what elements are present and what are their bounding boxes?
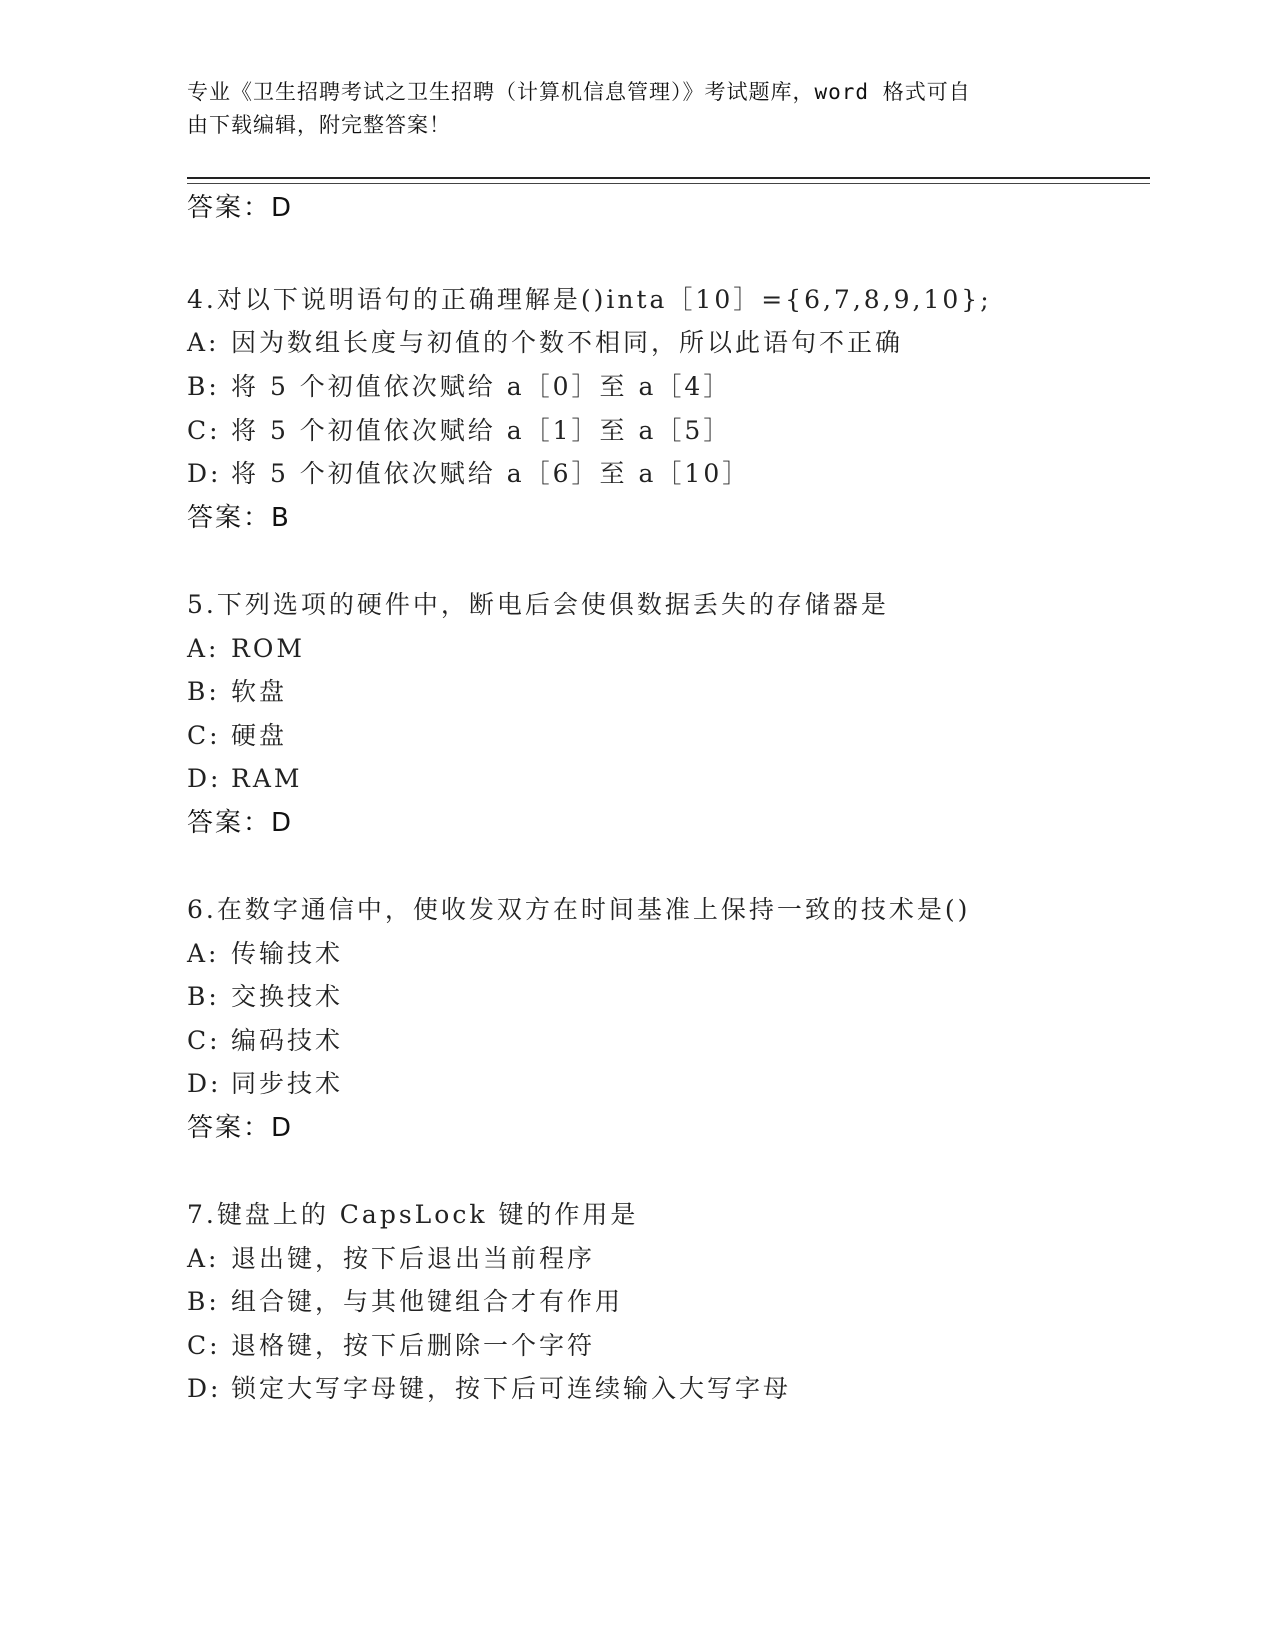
question-4-option-b	[187, 370, 731, 404]
option-text: 因为数组长度与初值的个数不相同，所以此语句不正确	[231, 328, 904, 357]
option-key: B:	[187, 1287, 220, 1316]
question-4-option-d	[187, 457, 750, 491]
question-6-option-b	[187, 980, 343, 1014]
header-divider-thin	[187, 183, 1150, 184]
option-key: C:	[187, 1026, 221, 1055]
option-text: 退格键，按下后删除一个字符	[231, 1331, 596, 1360]
option-key: B:	[187, 372, 220, 401]
question-5-stem: 5.下列选项的硬件中，断电后会使俱数据丢失的存储器是	[187, 590, 889, 619]
option-text: 退出键，按下后退出当前程序	[231, 1244, 596, 1273]
option-key: A:	[187, 634, 220, 663]
option-key: D:	[187, 1069, 222, 1098]
question-7-option-d	[187, 1372, 791, 1406]
option-key: D:	[187, 459, 222, 488]
answer-top: 答案：D	[187, 193, 294, 223]
option-text: 将 5 个初值依次赋给 a［0］至 a［4］	[231, 372, 732, 401]
option-text: 软盘	[231, 677, 288, 706]
question-4-option-a	[187, 326, 903, 360]
question-6-stem: 6.在数字通信中，使收发双方在时间基准上保持一致的技术是()	[187, 895, 971, 924]
option-text: 编码技术	[231, 1026, 344, 1055]
question-5-option-d	[187, 762, 302, 796]
option-text: 将 5 个初值依次赋给 a［6］至 a［10］	[231, 459, 751, 488]
option-key: B:	[187, 982, 220, 1011]
option-text: 交换技术	[231, 982, 344, 1011]
option-key: A:	[187, 1244, 220, 1273]
question-4-option-c	[187, 414, 731, 448]
question-4-answer: 答案：B	[187, 503, 291, 533]
option-key: D:	[187, 764, 222, 793]
question-6-option-d	[187, 1067, 343, 1101]
question-7-option-c	[187, 1329, 595, 1363]
header-line-2: 由下载编辑，附完整答案！	[187, 113, 451, 137]
question-5-option-a	[187, 632, 305, 666]
question-7-option-b	[187, 1285, 623, 1319]
question-6-option-a	[187, 937, 343, 971]
option-text: 锁定大写字母键，按下后可连续输入大写字母	[231, 1374, 792, 1403]
question-6-option-c	[187, 1024, 343, 1058]
option-text: ROM	[231, 634, 305, 663]
option-key: A:	[187, 328, 220, 357]
question-5-option-c	[187, 719, 287, 753]
option-key: A:	[187, 939, 220, 968]
option-key: C:	[187, 1331, 221, 1360]
option-text: 同步技术	[231, 1069, 344, 1098]
option-key: D:	[187, 1374, 222, 1403]
option-text: 传输技术	[231, 939, 344, 968]
option-text: RAM	[231, 764, 303, 793]
question-5-option-b	[187, 675, 287, 709]
option-key: B:	[187, 677, 220, 706]
question-7-option-a	[187, 1242, 595, 1276]
header-divider-thick	[187, 177, 1150, 179]
question-6-answer: 答案：D	[187, 1113, 294, 1143]
question-5-answer: 答案：D	[187, 808, 294, 838]
question-7-stem: 7.键盘上的 CapsLock 键的作用是	[187, 1200, 639, 1229]
option-key: C:	[187, 416, 221, 445]
option-key: C:	[187, 721, 221, 750]
option-text: 硬盘	[231, 721, 288, 750]
option-text: 将 5 个初值依次赋给 a［1］至 a［5］	[231, 416, 732, 445]
option-text: 组合键，与其他键组合才有作用	[231, 1287, 624, 1316]
header-line-1: 专业《卫生招聘考试之卫生招聘（计算机信息管理）》考试题库，word 格式可自	[187, 80, 971, 104]
question-4-stem: 4.对以下说明语句的正确理解是()inta［10］={6,7,8,9,10};	[187, 285, 992, 314]
document-header	[187, 76, 1087, 142]
